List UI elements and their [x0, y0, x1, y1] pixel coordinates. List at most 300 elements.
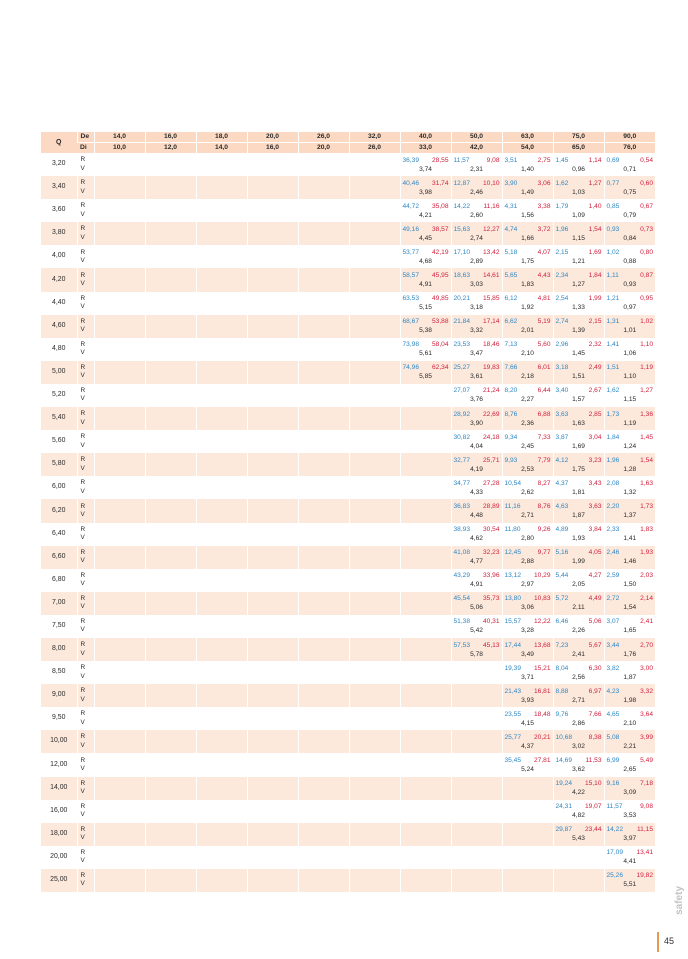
loss-value-alt: 3,38: [537, 202, 551, 210]
q-value: 5,60: [41, 430, 77, 453]
r-label: R: [80, 733, 86, 741]
loss-value: 4,12: [555, 456, 569, 464]
data-cell: [94, 476, 145, 499]
loss-value: 21,43: [504, 687, 522, 695]
data-cell: [349, 869, 400, 892]
data-cell: [298, 268, 349, 291]
v-label: V: [80, 880, 85, 888]
data-cell: [502, 638, 553, 661]
loss-value-alt: 42,19: [431, 248, 449, 256]
q-value: 4,80: [41, 338, 77, 361]
loss-value-alt: 10,10: [482, 179, 500, 187]
velocity-value: 2,53: [521, 465, 534, 473]
rv-labels: [77, 661, 94, 684]
data-cell: [94, 684, 145, 707]
loss-value: 6,46: [555, 618, 569, 626]
data-cell: [604, 384, 655, 407]
table-row: [41, 753, 655, 776]
data-cell: [604, 661, 655, 684]
data-cell: [349, 569, 400, 592]
loss-value: 4,37: [555, 479, 569, 487]
loss-value: 14,22: [453, 202, 471, 210]
loss-value: 2,46: [606, 549, 620, 557]
loss-value-alt: 38,57: [431, 225, 449, 233]
data-cell: [502, 476, 553, 499]
data-cell: [196, 338, 247, 361]
rv-labels: [77, 430, 94, 453]
de-value: 14,0: [94, 132, 145, 143]
data-cell: [400, 245, 451, 268]
de-value: 16,0: [145, 132, 196, 143]
data-cell: [502, 453, 553, 476]
q-value: 16,00: [41, 800, 77, 823]
loss-value-alt: 0,95: [640, 295, 653, 303]
q-value: 3,60: [41, 199, 77, 222]
table-row: [41, 407, 655, 430]
page-number-divider: [657, 932, 659, 952]
data-cell: [145, 245, 196, 268]
r-label: R: [80, 456, 86, 464]
data-cell: [298, 292, 349, 315]
loss-value: 1,96: [606, 456, 620, 464]
data-cell: [553, 361, 604, 384]
loss-value: 32,77: [453, 456, 471, 464]
loss-value: 2,33: [606, 526, 620, 534]
de-value: 75,0: [553, 132, 604, 143]
velocity-value: 1,87: [572, 511, 585, 519]
data-cell: [247, 338, 298, 361]
velocity-value: 2,80: [521, 535, 534, 543]
v-label: V: [80, 741, 85, 749]
data-cell: [451, 684, 502, 707]
q-value: 8,50: [41, 661, 77, 684]
loss-value: 0,69: [606, 156, 620, 164]
data-cell: [94, 453, 145, 476]
rv-labels: [77, 476, 94, 499]
data-cell: [145, 615, 196, 638]
velocity-value: 3,28: [521, 627, 534, 635]
data-cell: [604, 823, 655, 846]
velocity-value: 1,99: [572, 558, 585, 566]
table-row: [41, 176, 655, 199]
table-row: [41, 730, 655, 753]
velocity-value: 4,82: [572, 812, 585, 820]
q-value: 7,50: [41, 615, 77, 638]
data-cell: [349, 430, 400, 453]
loss-value-alt: 22,69: [482, 410, 500, 418]
data-cell: [400, 569, 451, 592]
loss-value-alt: 7,18: [640, 780, 653, 788]
data-cell: [400, 753, 451, 776]
loss-value-alt: 1,27: [640, 387, 653, 395]
loss-value: 4,89: [555, 526, 569, 534]
loss-value-alt: 2,14: [640, 595, 653, 603]
data-cell: [349, 176, 400, 199]
velocity-value: 1,69: [572, 442, 585, 450]
table-row: [41, 777, 655, 800]
v-label: V: [80, 233, 85, 241]
rv-labels: [77, 546, 94, 569]
data-cell: [349, 222, 400, 245]
data-cell: [400, 638, 451, 661]
data-cell: [502, 592, 553, 615]
velocity-value: 4,62: [470, 535, 483, 543]
data-cell: [145, 361, 196, 384]
velocity-value: 5,78: [470, 650, 483, 658]
data-cell: [553, 730, 604, 753]
v-label: V: [80, 857, 85, 865]
data-cell: [451, 569, 502, 592]
data-cell: [502, 615, 553, 638]
data-cell: [451, 753, 502, 776]
velocity-value: 1,09: [572, 211, 585, 219]
data-cell: [553, 707, 604, 730]
loss-value: 34,77: [453, 479, 471, 487]
loss-value: 11,80: [504, 526, 521, 534]
loss-value: 3,63: [555, 410, 569, 418]
di-value: 76,0: [604, 143, 655, 154]
velocity-value: 3,49: [521, 650, 534, 658]
de-value: 32,0: [349, 132, 400, 143]
loss-value-alt: 7,79: [537, 456, 551, 464]
q-value: 25,00: [41, 869, 77, 892]
r-label: R: [80, 294, 86, 302]
data-cell: [553, 546, 604, 569]
q-value: 5,80: [41, 453, 77, 476]
table-row: [41, 430, 655, 453]
loss-value-alt: 3,64: [640, 710, 653, 718]
data-cell: [145, 153, 196, 176]
data-cell: [247, 199, 298, 222]
velocity-value: 1,56: [521, 211, 534, 219]
data-cell: [400, 292, 451, 315]
loss-value-alt: 2,03: [640, 572, 653, 580]
data-cell: [400, 338, 451, 361]
loss-value-alt: 49,85: [431, 295, 449, 303]
v-label: V: [80, 256, 85, 264]
loss-value: 1,11: [606, 272, 619, 280]
data-cell: [400, 615, 451, 638]
data-cell: [196, 569, 247, 592]
loss-value: 58,57: [402, 272, 420, 280]
data-cell: [247, 453, 298, 476]
loss-value: 7,13: [504, 341, 518, 349]
loss-value: 18,63: [453, 272, 471, 280]
velocity-value: 5,51: [623, 881, 637, 889]
data-cell: [196, 453, 247, 476]
v-label: V: [80, 603, 85, 611]
data-cell: [553, 453, 604, 476]
q-value: 5,20: [41, 384, 77, 407]
v-label: V: [80, 764, 85, 772]
loss-value: 1,62: [606, 387, 620, 395]
v-label: V: [80, 395, 85, 403]
r-label: R: [80, 433, 86, 441]
data-cell: [451, 615, 502, 638]
loss-value-alt: 35,73: [482, 595, 500, 603]
loss-value: 19,39: [504, 664, 522, 672]
v-label: V: [80, 672, 85, 680]
data-cell: [451, 846, 502, 869]
data-cell: [94, 153, 145, 176]
v-label: V: [80, 788, 85, 796]
loss-value: 8,76: [504, 410, 518, 418]
data-cell: [94, 592, 145, 615]
data-cell: [400, 384, 451, 407]
data-cell: [502, 777, 553, 800]
loss-value: 1,45: [555, 156, 569, 164]
data-cell: [502, 823, 553, 846]
di-value: 26,0: [349, 143, 400, 154]
loss-value-alt: 17,14: [482, 318, 500, 326]
velocity-value: 1,66: [521, 234, 534, 242]
rv-labels: [77, 453, 94, 476]
loss-value-alt: 28,89: [482, 502, 500, 510]
loss-value: 0,85: [606, 202, 620, 210]
loss-value: 3,44: [606, 641, 620, 649]
loss-value-alt: 0,80: [640, 248, 653, 256]
data-cell: [553, 800, 604, 823]
velocity-value: 2,11: [572, 604, 585, 612]
loss-value-alt: 1,36: [640, 410, 653, 418]
velocity-value: 2,27: [521, 396, 534, 404]
data-cell: [604, 476, 655, 499]
loss-value-alt: 2,49: [588, 364, 602, 372]
data-cell: [451, 869, 502, 892]
v-label: V: [80, 349, 85, 357]
q-value: 5,00: [41, 361, 77, 384]
loss-value-alt: 4,81: [537, 295, 551, 303]
velocity-value: 4,15: [521, 719, 534, 727]
loss-value: 6,62: [504, 318, 518, 326]
loss-value-alt: 5,19: [537, 318, 551, 326]
r-label: R: [80, 641, 86, 649]
velocity-value: 2,74: [470, 234, 483, 242]
table-body: [41, 153, 655, 892]
data-cell: [604, 615, 655, 638]
velocity-value: 2,71: [521, 511, 534, 519]
velocity-value: 3,02: [572, 742, 585, 750]
data-cell: [502, 707, 553, 730]
data-cell: [298, 638, 349, 661]
v-label: V: [80, 210, 85, 218]
data-cell: [298, 338, 349, 361]
data-cell: [502, 199, 553, 222]
loss-value-alt: 15,10: [584, 780, 602, 788]
q-value: 6,40: [41, 523, 77, 546]
rv-labels: [77, 199, 94, 222]
loss-value-alt: 5,67: [588, 641, 602, 649]
data-cell: [196, 499, 247, 522]
data-cell: [400, 523, 451, 546]
data-cell: [298, 453, 349, 476]
velocity-value: 1,46: [623, 558, 637, 566]
data-cell: [247, 222, 298, 245]
loss-value-alt: 27,81: [533, 756, 551, 764]
data-cell: [451, 523, 502, 546]
velocity-value: 0,79: [623, 211, 637, 219]
data-cell: [604, 707, 655, 730]
rv-labels: [77, 707, 94, 730]
velocity-value: 3,97: [623, 835, 637, 843]
data-cell: [502, 315, 553, 338]
data-cell: [94, 800, 145, 823]
r-label: R: [80, 502, 86, 510]
velocity-value: 1,50: [623, 581, 637, 589]
loss-value: 4,65: [606, 710, 620, 718]
velocity-value: 1,15: [572, 234, 585, 242]
velocity-value: 4,22: [572, 789, 585, 797]
q-value: 6,60: [41, 546, 77, 569]
loss-value: 24,31: [555, 803, 573, 811]
v-label: V: [80, 626, 85, 634]
loss-value: 11,16: [504, 502, 521, 510]
data-cell: [451, 638, 502, 661]
data-cell: [298, 777, 349, 800]
data-cell: [502, 153, 553, 176]
table-row: [41, 569, 655, 592]
loss-value-alt: 0,54: [640, 156, 653, 164]
data-cell: [196, 222, 247, 245]
data-cell: [553, 268, 604, 291]
velocity-value: 4,68: [419, 257, 432, 265]
data-cell: [247, 315, 298, 338]
loss-value: 3,87: [555, 433, 569, 441]
loss-value: 57,53: [453, 641, 471, 649]
data-cell: [451, 430, 502, 453]
velocity-value: 5,15: [419, 304, 432, 312]
data-cell: [553, 338, 604, 361]
data-cell: [604, 800, 655, 823]
loss-value-alt: 4,27: [588, 572, 602, 580]
loss-value: 8,20: [504, 387, 518, 395]
data-cell: [247, 753, 298, 776]
loss-value: 3,90: [504, 179, 518, 187]
di-value: 54,0: [502, 143, 553, 154]
data-cell: [553, 430, 604, 453]
velocity-value: 1,51: [572, 373, 585, 381]
velocity-value: 2,26: [572, 627, 585, 635]
data-cell: [451, 661, 502, 684]
loss-value: 10,68: [555, 733, 573, 741]
loss-value: 21,84: [453, 318, 471, 326]
data-cell: [553, 684, 604, 707]
data-cell: [553, 199, 604, 222]
v-label: V: [80, 326, 85, 334]
data-cell: [502, 292, 553, 315]
data-cell: [553, 292, 604, 315]
velocity-value: 3,71: [521, 673, 534, 681]
data-cell: [400, 684, 451, 707]
velocity-value: 1,75: [521, 257, 534, 265]
q-value: 4,20: [41, 268, 77, 291]
loss-value-alt: 5,06: [588, 618, 602, 626]
loss-value: 17,10: [453, 248, 471, 256]
data-cell: [604, 753, 655, 776]
rv-labels: [77, 176, 94, 199]
r-label: R: [80, 317, 86, 325]
loss-value: 25,26: [606, 872, 624, 880]
r-label: R: [80, 825, 86, 833]
rv-labels: [77, 846, 94, 869]
loss-value-alt: 11,15: [636, 826, 653, 834]
data-cell: [553, 499, 604, 522]
data-cell: [247, 800, 298, 823]
q-value: 20,00: [41, 846, 77, 869]
data-cell: [451, 222, 502, 245]
velocity-value: 3,09: [623, 789, 637, 797]
velocity-value: 2,10: [521, 350, 534, 358]
data-cell: [553, 661, 604, 684]
loss-value-alt: 19,83: [482, 364, 500, 372]
data-cell: [247, 176, 298, 199]
data-cell: [94, 245, 145, 268]
loss-value: 1,51: [606, 364, 620, 372]
data-cell: [451, 592, 502, 615]
loss-value: 1,73: [606, 410, 620, 418]
velocity-value: 3,76: [470, 396, 483, 404]
data-cell: [349, 707, 400, 730]
data-cell: [94, 823, 145, 846]
rv-labels: [77, 499, 94, 522]
data-cell: [553, 245, 604, 268]
data-cell: [502, 800, 553, 823]
loss-value: 4,63: [555, 502, 569, 510]
data-cell: [196, 684, 247, 707]
r-label: R: [80, 664, 86, 672]
data-cell: [349, 499, 400, 522]
di-value: 14,0: [196, 143, 247, 154]
loss-value-alt: 3,72: [537, 225, 551, 233]
data-cell: [247, 846, 298, 869]
r-label: R: [80, 848, 86, 856]
data-cell: [298, 707, 349, 730]
velocity-value: 0,75: [623, 188, 637, 196]
data-cell: [298, 592, 349, 615]
loss-value: 43,29: [453, 572, 471, 580]
data-cell: [145, 268, 196, 291]
loss-value-alt: 16,81: [533, 687, 551, 695]
loss-value: 68,67: [402, 318, 420, 326]
data-cell: [94, 315, 145, 338]
loss-value: 1,96: [555, 225, 569, 233]
r-label: R: [80, 156, 86, 164]
q-value: 12,00: [41, 753, 77, 776]
loss-value-alt: 6,44: [537, 387, 551, 395]
data-cell: [400, 407, 451, 430]
data-cell: [349, 777, 400, 800]
data-cell: [604, 199, 655, 222]
data-cell: [400, 176, 451, 199]
loss-value-alt: 14,61: [482, 272, 500, 280]
loss-value: 6,99: [606, 756, 620, 764]
loss-value-alt: 9,26: [537, 526, 551, 534]
table-row: [41, 638, 655, 661]
data-cell: [145, 292, 196, 315]
data-cell: [298, 800, 349, 823]
data-cell: [400, 453, 451, 476]
loss-value: 11,57: [606, 803, 623, 811]
loss-value-alt: 15,21: [533, 664, 551, 672]
table-row: [41, 361, 655, 384]
data-cell: [400, 730, 451, 753]
data-cell: [502, 569, 553, 592]
data-cell: [94, 523, 145, 546]
loss-value-alt: 2,85: [588, 410, 602, 418]
de-label: De: [77, 132, 94, 143]
q-value: 10,00: [41, 730, 77, 753]
loss-value: 1,21: [606, 295, 620, 303]
